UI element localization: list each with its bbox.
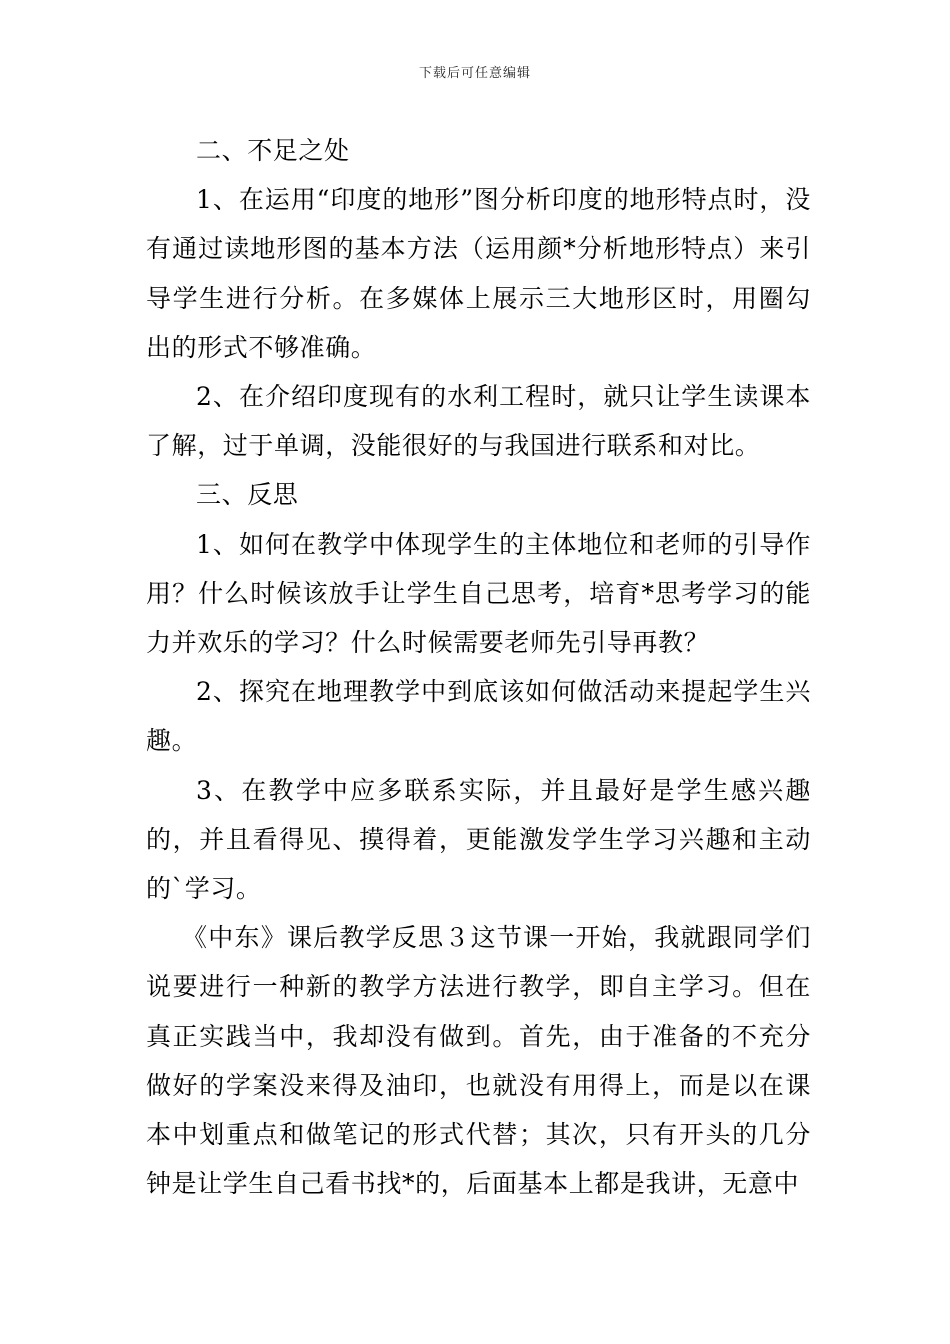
paragraph-shortcoming-2: 2、在介绍印度现有的水利工程时，就只让学生读课本了解，过于单调，没能很好的与我国进行联系和对比。 [146, 382, 811, 461]
page-header: 下载后可任意编辑 [418, 66, 531, 81]
section-heading-shortcomings: 二、不足之处 [196, 136, 350, 165]
paragraph-reflection-1: 1、如何在教学中体现学生的主体地位和老师的引导作用？什么时候该放手让学生自己思考，培育*思考学习的能力并欢乐的学习？什么时候需要老师先引导再教？ [146, 529, 811, 658]
section-heading-reflection: 三、反思 [196, 480, 299, 510]
document-body [146, 126, 811, 1208]
paragraph-shortcoming-1: 1、在运用“印度的地形”图分析印度的地形特点时，没有通过读地形图的基本方法（运用颜*分析地形特点）来引导学生进行分析。在多媒体上展示三大地形区时，用圈勾出的形式不够准确。 [146, 185, 811, 362]
paragraph-reflection-3: 3、在教学中应多联系实际，并且最好是学生感兴趣的，并且看得见、摸得着，更能激发学生学习兴趣和主动的`学习。 [146, 775, 811, 904]
paragraph-middle-east-reflection: 《中东》课后教学反思３这节课一开始，我就跟同学们说要进行一种新的教学方法进行教学，即自主学习。但在真正实践当中，我却没有做到。首先，由于准备的不充分做好的学案没来得及油印，也就没有用得上，而是以在课本中划重点和做笔记的形式代替；其次，只有开头的几分钟是让学生自己看书找*的，后面基本上都是我讲，无意中 [146, 923, 811, 1199]
paragraph-reflection-2: 2、探究在地理教学中到底该如何做活动来提起学生兴趣。 [146, 677, 811, 756]
